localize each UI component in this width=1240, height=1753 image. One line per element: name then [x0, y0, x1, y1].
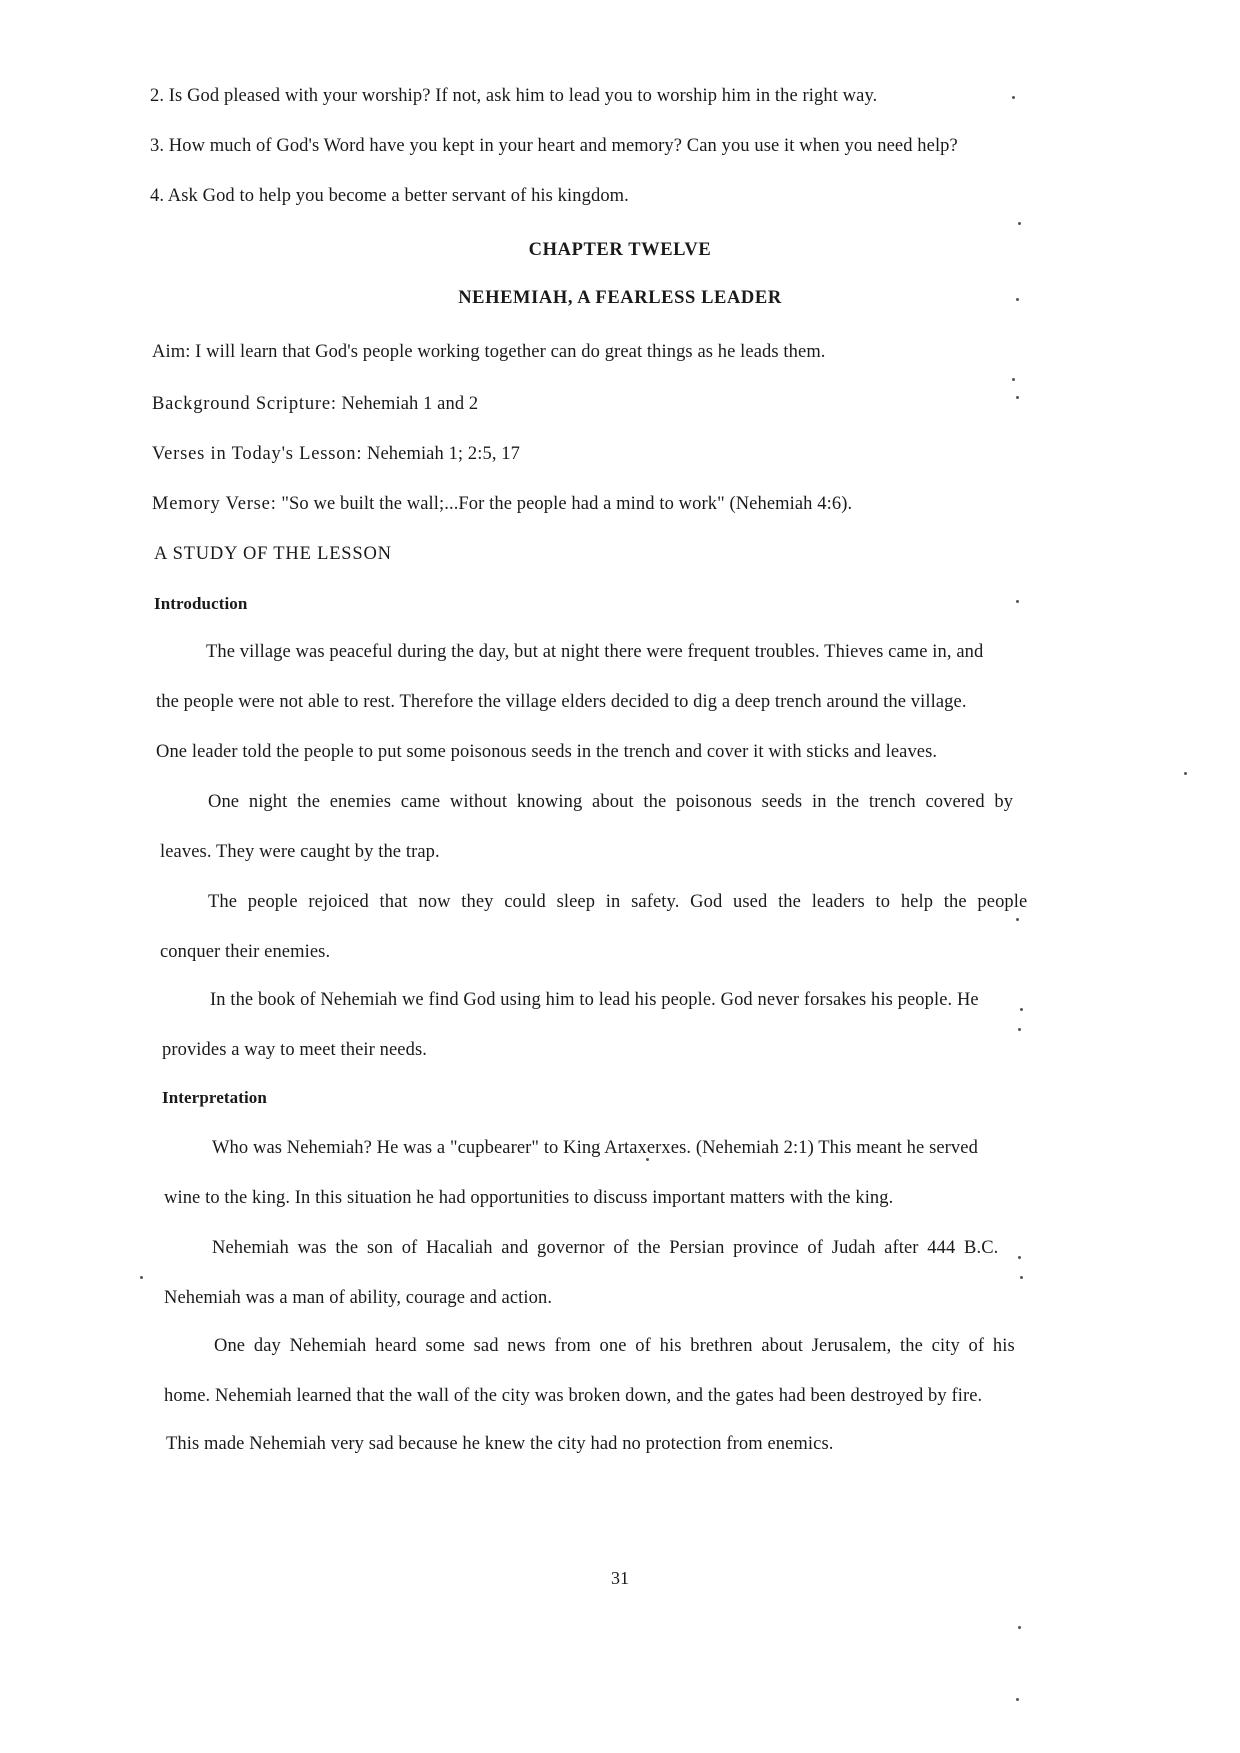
- background-scripture: [152, 392, 478, 416]
- scan-speck: [1012, 96, 1015, 99]
- scan-speck: [1012, 378, 1015, 381]
- interp-line-5: One day Nehemiah heard some sad news from one of his brethren about Jerusalem, the city of his: [214, 1336, 1015, 1356]
- interp-line-3: Nehemiah was the son of Hacaliah and governor of the Persian province of Judah after 444 B.C.: [212, 1238, 999, 1258]
- memory-value: "So we built the wall;...For the people had a mind to work" (Nehemiah 4:6).: [281, 494, 853, 514]
- scan-speck: [1020, 1008, 1023, 1011]
- intro-line-5: leaves. They were caught by the trap.: [160, 842, 440, 862]
- question-3: 3. How much of God's Word have you kept in your heart and memory? Can you use it when you need help?: [150, 136, 958, 156]
- intro-line-6: The people rejoiced that now they could sleep in safety. God used the leaders to help the people: [208, 892, 1028, 912]
- question-2: 2. Is God pleased with your worship? If not, ask him to lead you to worship him in the right way.: [150, 86, 878, 106]
- verses-in-lesson: [152, 442, 520, 466]
- scan-speck: [1018, 1626, 1021, 1629]
- question-4: 4. Ask God to help you become a better servant of his kingdom.: [150, 186, 629, 206]
- intro-line-7: conquer their enemies.: [160, 942, 331, 962]
- chapter-title: CHAPTER TWELVE: [528, 240, 712, 260]
- verses-label: Verses in Today's Lesson:: [152, 444, 363, 464]
- aim: Aim: I will learn that God's people working together can do great things as he leads them.: [152, 342, 826, 362]
- scan-speck: [1018, 1256, 1021, 1259]
- memory-verse: [152, 492, 852, 516]
- lesson-title: NEHEMIAH, A FEARLESS LEADER: [458, 288, 782, 308]
- background-label: Background Scripture:: [152, 394, 337, 414]
- interp-line-6: home. Nehemiah learned that the wall of the city was broken down, and the gates had been destroyed by fire.: [164, 1386, 983, 1406]
- interp-line-2: wine to the king. In this situation he had opportunities to discuss important matters with the king.: [164, 1188, 894, 1208]
- intro-line-1: The village was peaceful during the day, but at night there were frequent troubles. Thieves came in, and: [206, 642, 984, 662]
- scan-speck: [1016, 1698, 1019, 1701]
- page-number: 31: [611, 1568, 629, 1588]
- background-value: Nehemiah 1 and 2: [341, 394, 479, 414]
- interp-line-4: Nehemiah was a man of ability, courage and action.: [164, 1288, 553, 1308]
- scan-speck: [1016, 918, 1019, 921]
- study-heading: A STUDY OF THE LESSON: [154, 544, 392, 564]
- scan-speck: [646, 1158, 649, 1161]
- intro-line-2: the people were not able to rest. Therefore the village elders decided to dig a deep trench around the village.: [156, 692, 967, 712]
- introduction-heading: Introduction: [154, 594, 248, 613]
- memory-label: Memory Verse:: [152, 494, 277, 514]
- scan-speck: [1018, 1028, 1021, 1031]
- scan-speck: [1020, 1276, 1023, 1279]
- intro-line-4: One night the enemies came without knowing about the poisonous seeds in the trench covered by: [208, 792, 1014, 812]
- intro-line-3: One leader told the people to put some poisonous seeds in the trench and cover it with sticks and leaves.: [156, 742, 938, 762]
- scan-speck: [1184, 772, 1187, 775]
- scan-speck: [1016, 600, 1019, 603]
- interpretation-heading: Interpretation: [162, 1088, 267, 1107]
- scan-speck: [1016, 396, 1019, 399]
- intro-line-9: provides a way to meet their needs.: [162, 1040, 427, 1060]
- interp-line-7: This made Nehemiah very sad because he knew the city had no protection from enemics.: [166, 1434, 834, 1454]
- scan-speck: [1016, 298, 1019, 301]
- interp-line-1: Who was Nehemiah? He was a "cupbearer" to King Artaxerxes. (Nehemiah 2:1) This meant he served: [212, 1138, 978, 1158]
- intro-line-8: In the book of Nehemiah we find God using him to lead his people. God never forsakes his people. He: [210, 990, 979, 1010]
- verses-value: Nehemiah 1; 2:5, 17: [367, 444, 520, 464]
- scan-speck: [140, 1276, 143, 1279]
- scan-speck: [1018, 222, 1021, 225]
